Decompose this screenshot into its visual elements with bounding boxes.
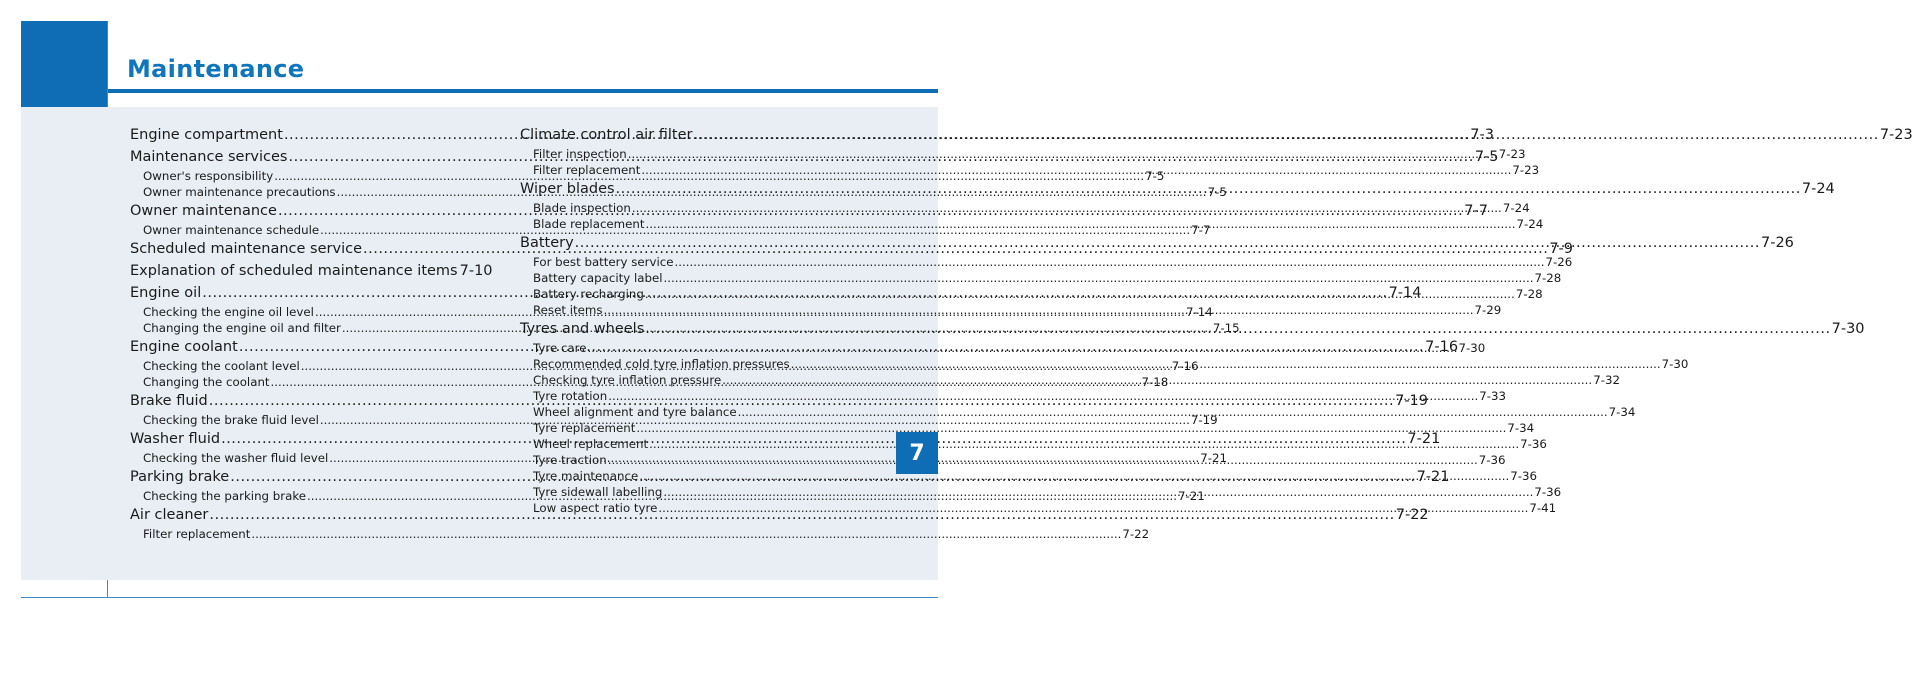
toc-entry-page: 7-36 xyxy=(1510,469,1537,483)
toc-entry-label: Owner maintenance xyxy=(130,203,277,219)
toc-entry-page: 7-36 xyxy=(1478,453,1506,467)
toc-entry-label: Battery recharging xyxy=(533,287,644,301)
toc-entry-label: Battery capacity label xyxy=(533,271,663,285)
chapter-tab[interactable]: 7 xyxy=(896,432,938,474)
toc-entry-page: 7-34 xyxy=(1608,405,1636,419)
toc-entry-label: Tyre care xyxy=(533,341,587,355)
toc-entry-page: 7-10 xyxy=(459,263,493,279)
toc-entry-label: For best battery service xyxy=(533,255,674,269)
toc-entry-label: Recommended cold tyre inflation pressures xyxy=(533,357,790,371)
toc-entry-page: 7-41 xyxy=(1529,501,1557,515)
toc-entry-label: Low aspect ratio tyre xyxy=(533,501,658,515)
toc-entry-label: Filter replacement xyxy=(533,163,641,177)
toc-entry-page: 7-36 xyxy=(1534,485,1562,499)
toc-entry-page: 7-16 xyxy=(1425,339,1459,355)
toc-entry-label: Engine compartment xyxy=(130,127,283,143)
toc-entry-page: 7-24 xyxy=(1801,181,1835,197)
toc-dot-leader xyxy=(604,302,1474,318)
toc-entry-label: Checking the brake fluid level xyxy=(143,413,319,427)
toc-entry-label: Blade replacement xyxy=(533,217,645,231)
toc-dot-leader xyxy=(588,340,1458,356)
toc-entry-label: Changing the coolant xyxy=(143,375,270,389)
chapter-corner-block xyxy=(21,21,108,107)
toc-entry-label: Tyre sidewall labelling xyxy=(533,485,663,499)
toc-entry-label: Washer fluid xyxy=(130,431,221,447)
toc-dot-leader xyxy=(251,526,1121,542)
toc-dot-leader xyxy=(632,200,1502,216)
title-underline xyxy=(108,89,938,93)
toc-dot-leader xyxy=(646,216,1516,232)
toc-entry-label: Tyre replacement xyxy=(533,421,636,435)
toc-dot-leader xyxy=(658,500,1528,516)
toc-entry-page: 7-3 xyxy=(1470,127,1494,143)
toc-dot-leader xyxy=(791,356,1661,372)
toc-entry-label: Battery xyxy=(520,235,574,251)
toc-subsection-entry[interactable] xyxy=(520,254,1573,270)
toc-entry-label: Filter inspection xyxy=(533,147,627,161)
toc-entry-label: Tyre rotation xyxy=(533,389,608,403)
toc-entry-page: 7-9 xyxy=(1549,241,1574,257)
toc-entry-page: 7-30 xyxy=(1661,357,1689,371)
toc-dot-leader xyxy=(641,162,1511,178)
toc-entry-label: Checking the engine oil level xyxy=(143,305,314,319)
toc-dot-leader xyxy=(639,468,1509,484)
toc-entry-label: Tyre maintenance xyxy=(533,469,639,483)
toc-section-entry[interactable] xyxy=(130,260,493,282)
toc-entry-page: 7-14 xyxy=(1185,305,1213,319)
toc-entry-page: 7-23 xyxy=(1498,147,1526,161)
footer-rule xyxy=(21,597,938,598)
toc-entry-label: Reset items xyxy=(533,303,603,317)
toc-dot-leader xyxy=(738,404,1608,420)
toc-dot-leader xyxy=(664,270,1534,286)
toc-entry-label: Blade inspection xyxy=(533,201,631,215)
toc-entry-page: 7-19 xyxy=(1395,393,1429,409)
toc-entry-label: Checking the coolant level xyxy=(143,359,300,373)
page-title: Maintenance xyxy=(127,55,305,83)
toc-entry-page: 7-30 xyxy=(1458,341,1486,355)
toc-entry-page: 7-7 xyxy=(1191,223,1211,237)
toc-dot-leader xyxy=(663,484,1533,500)
toc-dot-leader xyxy=(608,388,1478,404)
toc-entry-label: Tyre traction xyxy=(533,453,607,467)
toc-entry-page: 7-26 xyxy=(1761,235,1794,251)
toc-entry-label: Wheel alignment and tyre balance xyxy=(533,405,737,419)
toc-entry-page: 7-5 xyxy=(1474,149,1499,165)
toc-entry-page: 7-28 xyxy=(1534,271,1562,285)
toc-entry-label: Air cleaner xyxy=(130,507,209,523)
toc-dot-leader xyxy=(616,178,1801,200)
toc-entry-page: 7-30 xyxy=(1831,321,1865,337)
toc-entry-page: 7-21 xyxy=(1178,489,1205,503)
toc-dot-leader xyxy=(636,420,1506,436)
toc-entry-label: Parking brake xyxy=(130,469,230,485)
toc-entry-page: 7-36 xyxy=(1520,437,1547,451)
toc-entry-label: Maintenance services xyxy=(130,149,288,165)
toc-entry-label: Brake fluid xyxy=(130,393,208,409)
toc-dot-leader xyxy=(628,146,1498,162)
toc-entry-label: Owner maintenance precautions xyxy=(143,185,336,199)
toc-dot-leader xyxy=(608,452,1478,468)
toc-entry-label: Scheduled maintenance service xyxy=(130,241,362,257)
toc-entry-page: 7-22 xyxy=(1395,507,1429,523)
toc-entry-label: Changing the engine oil and filter xyxy=(143,321,341,335)
toc-entry-page: 7-34 xyxy=(1507,421,1535,435)
toc-entry-page: 7-32 xyxy=(1593,373,1620,387)
toc-dot-leader xyxy=(645,286,1515,302)
toc-entry-page: 7-22 xyxy=(1122,527,1150,541)
toc-entry-page: 7-23 xyxy=(1512,163,1540,177)
toc-entry-label: Wiper blades xyxy=(520,181,615,197)
toc-entry-label: Checking the parking brake xyxy=(143,489,307,503)
toc-entry-page: 7-21 xyxy=(1407,431,1441,447)
toc-entry-page: 7-5 xyxy=(1145,169,1165,183)
toc-entry-page: 7-24 xyxy=(1502,201,1530,215)
toc-entry-label: Explanation of scheduled maintenance items xyxy=(130,263,458,279)
toc-entry-page: 7-29 xyxy=(1474,303,1502,317)
toc-entry-page: 7-18 xyxy=(1141,375,1169,389)
toc-dot-leader xyxy=(645,318,1830,340)
toc-dot-leader xyxy=(649,436,1519,452)
toc-entry-page: 7-28 xyxy=(1515,287,1543,301)
toc-dot-leader xyxy=(675,254,1545,270)
toc-entry-label: Engine coolant xyxy=(130,339,238,355)
toc-entry-label: Checking tyre inflation pressure xyxy=(533,373,722,387)
toc-entry-label: Tyres and wheels xyxy=(520,321,645,337)
toc-entry-page: 7-23 xyxy=(1879,127,1913,143)
toc-entry-page: 7-19 xyxy=(1190,413,1218,427)
toc-entry-page: 7-15 xyxy=(1212,321,1240,335)
toc-entry-label: Engine oil xyxy=(130,285,202,301)
toc-dot-leader xyxy=(722,372,1592,388)
toc-entry-label: Wheel replacement xyxy=(533,437,649,451)
toc-entry-label: Owner maintenance schedule xyxy=(143,223,320,237)
toc-subsection-entry[interactable] xyxy=(520,270,1562,286)
toc-entry-page: 7-14 xyxy=(1388,285,1422,301)
toc-entry-label: Checking the washer fluid level xyxy=(143,451,329,465)
toc-entry-page: 7-21 xyxy=(1416,469,1450,485)
toc-entry-label: Filter replacement xyxy=(143,527,251,541)
toc-entry-page: 7-33 xyxy=(1479,389,1506,403)
toc-entry-page: 7-16 xyxy=(1171,359,1199,373)
toc-entry-page: 7-5 xyxy=(1207,185,1227,199)
toc-entry-page: 7-7 xyxy=(1464,203,1488,219)
toc-entry-page: 7-24 xyxy=(1516,217,1544,231)
toc-subsection-entry[interactable] xyxy=(130,526,1150,542)
toc-entry-page: 7-26 xyxy=(1545,255,1573,269)
toc-entry-label: Owner's responsibility xyxy=(143,169,274,183)
toc-dot-leader xyxy=(575,232,1760,254)
toc-dot-leader xyxy=(694,124,1879,146)
toc-entry-label: Climate control air filter xyxy=(520,127,693,143)
toc-entry-page: 7-21 xyxy=(1200,451,1227,465)
